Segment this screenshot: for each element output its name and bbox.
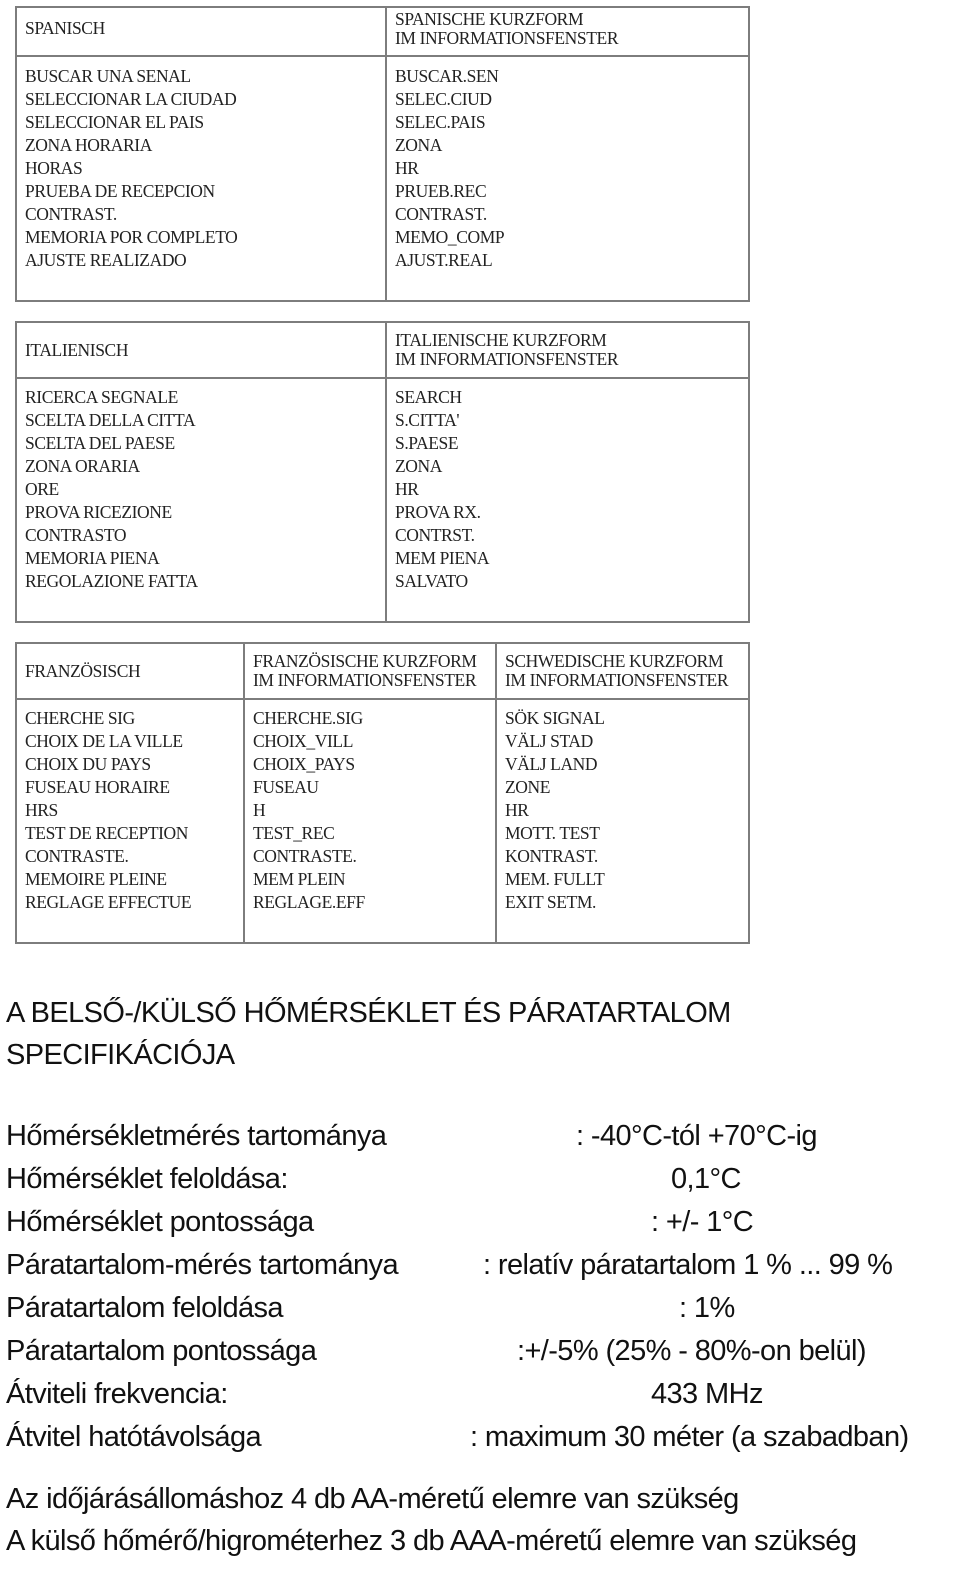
column-header: [17, 644, 243, 700]
list-item: MEMOIRE PLEINE: [25, 869, 167, 889]
spec-label: Átvitel hatótávolsága: [6, 1421, 262, 1453]
list-item: HRS: [25, 800, 58, 820]
list-item: PRUEBA DE RECEPCION: [25, 181, 215, 201]
list-item: MEM PLEIN: [253, 869, 346, 889]
list-item: CONTRAST.: [25, 204, 117, 224]
spec-value: : relatív páratartalom 1 % ... 99 %: [483, 1249, 893, 1281]
list-item: H: [253, 800, 266, 820]
column-header: [17, 323, 385, 379]
header-line: FRANZÖSISCH: [25, 661, 141, 681]
list-item: PRUEB.REC: [395, 181, 487, 201]
french-column: [17, 644, 243, 942]
term-list: [395, 386, 489, 593]
column-header: [245, 644, 495, 700]
term-list: [25, 65, 237, 272]
list-item: CONTRASTE.: [25, 846, 129, 866]
header-line: IM INFORMATIONSFENSTER: [253, 670, 477, 690]
spec-label: Páratartalom pontossága: [6, 1335, 317, 1367]
header-line: SPANISCH: [25, 18, 105, 38]
spec-label: Hőmérsékletmérés tartománya: [6, 1120, 387, 1152]
column-header: [387, 8, 748, 57]
list-item: S.CITTA': [395, 410, 460, 430]
spec-label: Hőmérséklet pontossága: [6, 1206, 314, 1238]
spanish-short-column: [385, 8, 748, 300]
list-item: CHERCHE SIG: [25, 708, 135, 728]
header-line: IM INFORMATIONSFENSTER: [395, 349, 619, 369]
spec-label: Hőmérséklet feloldása:: [6, 1163, 288, 1195]
list-item: CONTRST.: [395, 525, 475, 545]
spec-label: Páratartalom-mérés tartománya: [6, 1249, 398, 1281]
spec-title-line: A BELSŐ-/KÜLSŐ HŐMÉRSÉKLET ÉS PÁRATARTALOM: [6, 997, 731, 1029]
list-item: SCELTA DELLA CITTA: [25, 410, 196, 430]
list-item: CONTRASTE.: [253, 846, 357, 866]
list-item: TEST_REC: [253, 823, 335, 843]
list-item: SEARCH: [395, 387, 462, 407]
list-item: SCELTA DEL PAESE: [25, 433, 175, 453]
list-item: HR: [505, 800, 529, 820]
list-item: FUSEAU HORAIRE: [25, 777, 170, 797]
column-header: [387, 323, 748, 379]
spec-value: : 1%: [679, 1292, 735, 1324]
spanish-column: [17, 8, 385, 300]
battery-note: Az időjárásállomáshoz 4 db AA-méretű elemre van szükség: [6, 1483, 739, 1515]
list-item: S.PAESE: [395, 433, 459, 453]
list-item: REGOLAZIONE FATTA: [25, 571, 198, 591]
header-line: FRANZÖSISCHE KURZFORM: [253, 651, 477, 671]
list-item: CONTRASTO: [25, 525, 127, 545]
list-item: CHERCHE.SIG: [253, 708, 363, 728]
list-item: SELEC.CIUD: [395, 89, 492, 109]
list-item: BUSCAR UNA SENAL: [25, 66, 191, 86]
list-item: SALVATO: [395, 571, 468, 591]
swedish-short-column: [495, 644, 748, 942]
term-list: [395, 65, 504, 272]
list-item: ZONE: [505, 777, 551, 797]
term-list: [253, 707, 365, 914]
header-line: SCHWEDISCHE KURZFORM: [505, 651, 724, 671]
list-item: AJUST.REAL: [395, 250, 493, 270]
spec-title-line: SPECIFIKÁCIÓJA: [6, 1039, 235, 1071]
list-item: CONTRAST.: [395, 204, 487, 224]
list-item: PROVA RICEZIONE: [25, 502, 172, 522]
list-item: CHOIX DU PAYS: [25, 754, 151, 774]
list-item: CHOIX_PAYS: [253, 754, 355, 774]
header-line: IM INFORMATIONSFENSTER: [395, 28, 619, 48]
list-item: ZONA ORARIA: [25, 456, 140, 476]
header-line: ITALIENISCHE KURZFORM: [395, 330, 607, 350]
italian-short-column: [385, 323, 748, 621]
spec-label: Átviteli frekvencia:: [6, 1378, 228, 1410]
list-item: MEMORIA POR COMPLETO: [25, 227, 238, 247]
list-item: PROVA RX.: [395, 502, 481, 522]
list-item: MEMORIA PIENA: [25, 548, 160, 568]
list-item: RICERCA SEGNALE: [25, 387, 178, 407]
spec-value: : maximum 30 méter (a szabadban): [470, 1421, 909, 1453]
list-item: MEM. FULLT: [505, 869, 605, 889]
list-item: HORAS: [25, 158, 83, 178]
spanish-table: [15, 6, 750, 302]
term-list: [25, 707, 191, 914]
french-short-column: [243, 644, 495, 942]
list-item: EXIT SETM.: [505, 892, 596, 912]
column-header: [17, 8, 385, 57]
list-item: MEM PIENA: [395, 548, 490, 568]
list-item: REGLAGE EFFECTUE: [25, 892, 192, 912]
list-item: FUSEAU: [253, 777, 319, 797]
list-item: AJUSTE REALIZADO: [25, 250, 187, 270]
list-item: SÖK SIGNAL: [505, 708, 605, 728]
list-item: MEMO_COMP: [395, 227, 505, 247]
spec-table: [6, 1120, 954, 1460]
battery-note: A külső hőmérő/higrométerhez 3 db AAA-méretű elemre van szükség: [6, 1525, 857, 1557]
list-item: HR: [395, 479, 419, 499]
spec-value: :+/-5% (25% - 80%-on belül): [517, 1335, 866, 1367]
column-header: [497, 644, 748, 700]
spec-value: : +/- 1°C: [651, 1206, 754, 1238]
spec-value: : -40°C-tól +70°C-ig: [576, 1120, 817, 1152]
list-item: TEST DE RECEPTION: [25, 823, 189, 843]
list-item: REGLAGE.EFF: [253, 892, 365, 912]
list-item: BUSCAR.SEN: [395, 66, 499, 86]
list-item: CHOIX_VILL: [253, 731, 354, 751]
italian-column: [17, 323, 385, 621]
term-list: [25, 386, 198, 593]
list-item: SELECCIONAR LA CIUDAD: [25, 89, 237, 109]
list-item: VÄLJ STAD: [505, 731, 593, 751]
spec-value: 0,1°C: [671, 1163, 741, 1195]
list-item: CHOIX DE LA VILLE: [25, 731, 183, 751]
list-item: ZONA: [395, 135, 443, 155]
italian-table: [15, 321, 750, 623]
spec-title: [6, 992, 954, 1076]
list-item: VÄLJ LAND: [505, 754, 598, 774]
list-item: KONTRAST.: [505, 846, 598, 866]
spec-label: Páratartalom feloldása: [6, 1292, 283, 1324]
spec-value: 433 MHz: [651, 1378, 763, 1410]
list-item: ZONA: [395, 456, 443, 476]
list-item: MOTT. TEST: [505, 823, 600, 843]
list-item: ORE: [25, 479, 59, 499]
french-swedish-table: [15, 642, 750, 944]
header-line: ITALIENISCH: [25, 340, 129, 360]
list-item: HR: [395, 158, 419, 178]
list-item: SELEC.PAIS: [395, 112, 486, 132]
header-line: IM INFORMATIONSFENSTER: [505, 670, 729, 690]
list-item: SELECCIONAR EL PAIS: [25, 112, 204, 132]
list-item: ZONA HORARIA: [25, 135, 152, 155]
header-line: SPANISCHE KURZFORM: [395, 9, 584, 29]
term-list: [505, 707, 605, 914]
